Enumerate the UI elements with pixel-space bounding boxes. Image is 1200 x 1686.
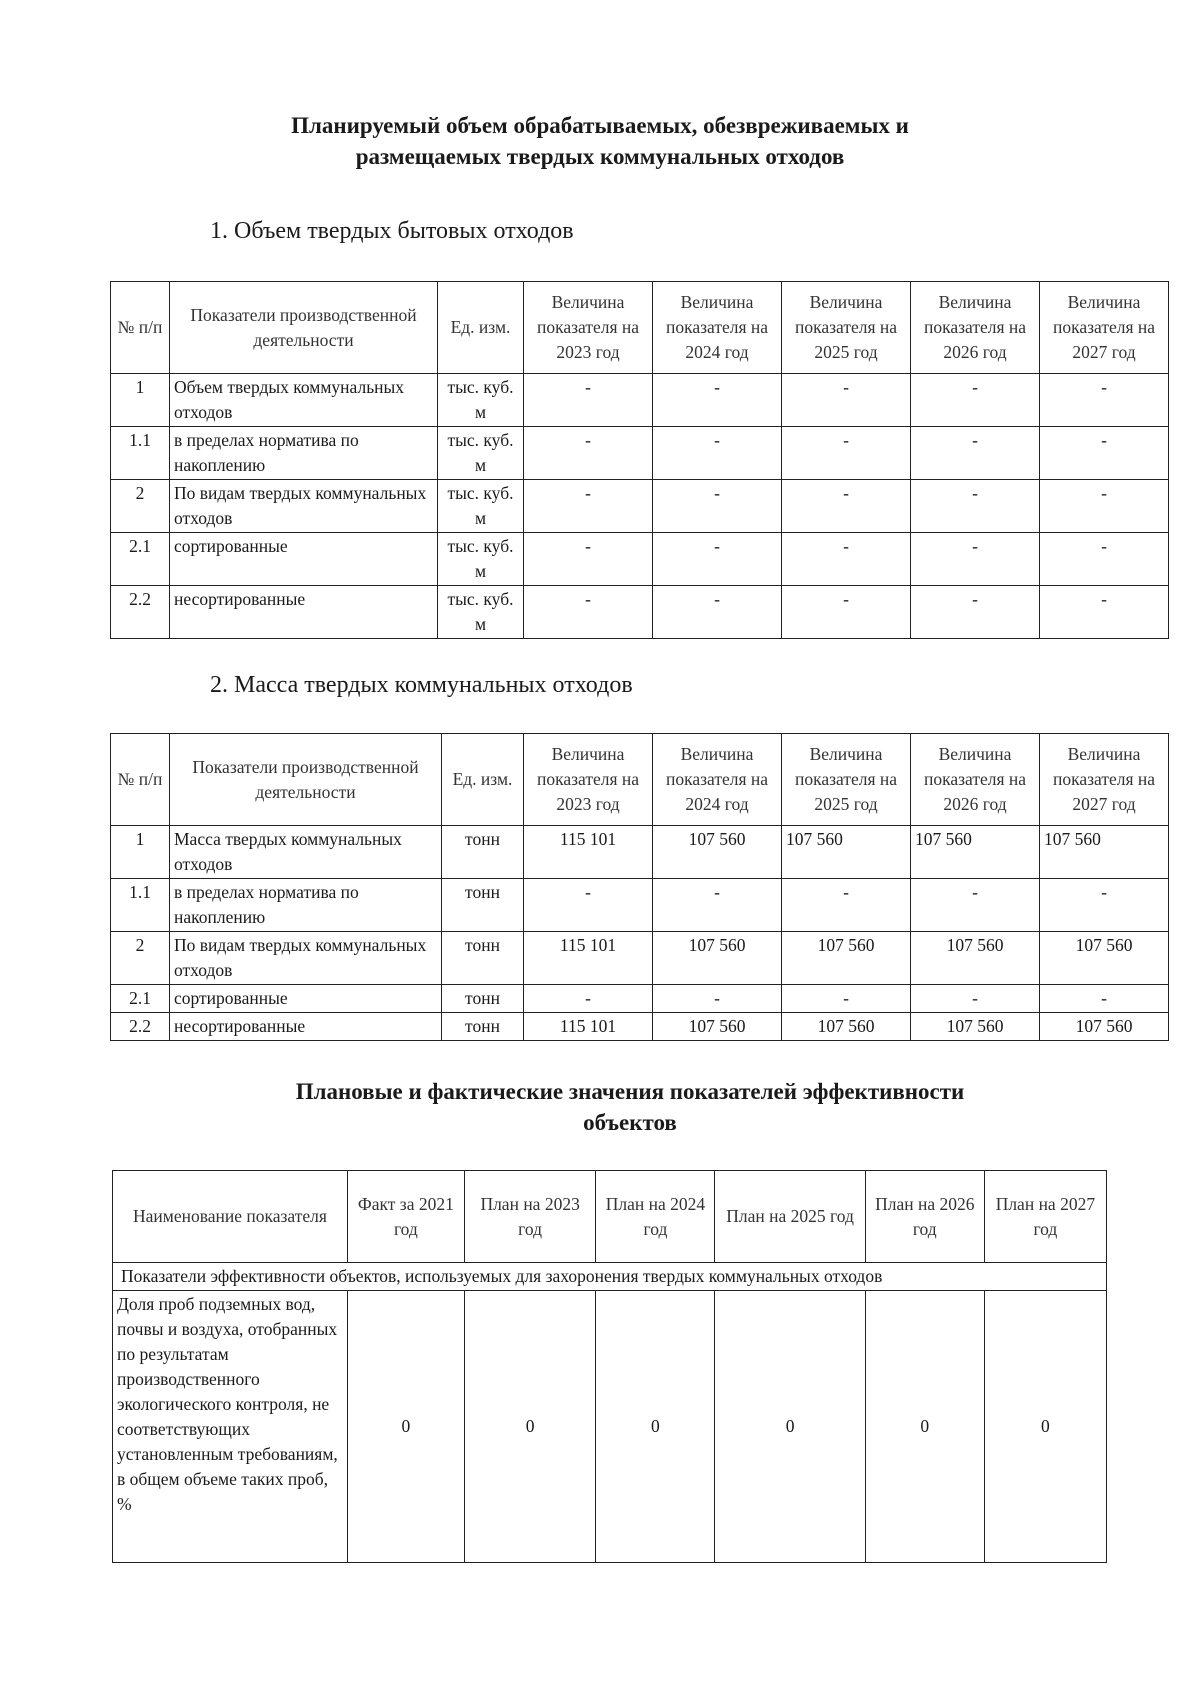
header-unit: Ед. изм. xyxy=(442,734,524,826)
row-num: 2 xyxy=(111,480,170,533)
value-2027: - xyxy=(1040,985,1169,1013)
row-name: Доля проб подземных вод, почвы и воздуха, отобранных по результатам производственного экологического контроля, не соответствующих установленным требованиям, в общем объеме таких проб, % xyxy=(113,1291,348,1563)
value-2027: - xyxy=(1040,427,1169,480)
value-2025: 107 560 xyxy=(782,826,911,879)
row-unit: тонн xyxy=(442,826,524,879)
table-row xyxy=(113,1291,1107,1563)
value-2025: - xyxy=(782,427,911,480)
waste-mass-table xyxy=(110,733,1169,1041)
value-2024: - xyxy=(653,985,782,1013)
value-2024: 107 560 xyxy=(653,826,782,879)
value-2023: 115 101 xyxy=(524,1013,653,1041)
table-row xyxy=(111,427,1169,480)
table-header-row xyxy=(111,734,1169,826)
value-2025: - xyxy=(782,586,911,639)
table-header-row xyxy=(111,282,1169,374)
row-num: 1 xyxy=(111,826,170,879)
value-2025: - xyxy=(782,374,911,427)
efficiency-heading xyxy=(150,1076,1110,1138)
waste-volume-table xyxy=(110,281,1169,639)
main-heading xyxy=(150,110,1050,172)
row-name: несортированные xyxy=(170,586,438,639)
value-2023: - xyxy=(524,374,653,427)
main-heading-line2: размещаемых твердых коммунальных отходов xyxy=(355,144,845,169)
row-unit: тыс. куб. м xyxy=(438,374,524,427)
value-2024: - xyxy=(653,533,782,586)
header-2025: Величина показателя на 2025 год xyxy=(782,282,911,374)
row-unit: тонн xyxy=(442,1013,524,1041)
value-2027: - xyxy=(1040,586,1169,639)
row-name: сортированные xyxy=(170,985,442,1013)
header-plan-2023: План на 2023 год xyxy=(464,1171,596,1263)
header-plan-2025: План на 2025 год xyxy=(715,1171,865,1263)
value-plan-2027: 0 xyxy=(984,1291,1106,1563)
header-2027: Величина показателя на 2027 год xyxy=(1040,282,1169,374)
value-2027: - xyxy=(1040,879,1169,932)
value-2026: - xyxy=(911,985,1040,1013)
efficiency-heading-line1: Плановые и фактические значения показателей эффективности xyxy=(295,1079,965,1104)
header-plan-2026: План на 2026 год xyxy=(865,1171,984,1263)
value-2024: 107 560 xyxy=(653,1013,782,1041)
header-plan-2027: План на 2027 год xyxy=(984,1171,1106,1263)
main-heading-line1: Планируемый объем обрабатываемых, обезвреживаемых и xyxy=(291,113,909,138)
row-num: 2.2 xyxy=(111,1013,170,1041)
row-name: Масса твердых коммунальных отходов xyxy=(170,826,442,879)
header-num: № п/п xyxy=(111,282,170,374)
value-2024: - xyxy=(653,586,782,639)
value-2025: - xyxy=(782,985,911,1013)
section1-title: 1. Объем твердых бытовых отходов xyxy=(210,218,574,244)
value-2023: - xyxy=(524,879,653,932)
value-plan-2023: 0 xyxy=(464,1291,596,1563)
row-num: 1.1 xyxy=(111,427,170,480)
header-unit: Ед. изм. xyxy=(438,282,524,374)
value-2025: - xyxy=(782,879,911,932)
row-name: Объем твердых коммунальных отходов xyxy=(170,374,438,427)
group-row xyxy=(113,1263,1107,1291)
header-num: № п/п xyxy=(111,734,170,826)
header-2025: Величина показателя на 2025 год xyxy=(782,734,911,826)
value-2026: - xyxy=(911,586,1040,639)
value-2027: 107 560 xyxy=(1040,1013,1169,1041)
table-row xyxy=(111,879,1169,932)
row-unit: тыс. куб. м xyxy=(438,586,524,639)
value-2025: 107 560 xyxy=(782,932,911,985)
table-row xyxy=(111,374,1169,427)
header-plan-2024: План на 2024 год xyxy=(596,1171,715,1263)
table-row xyxy=(111,985,1169,1013)
value-2026: 107 560 xyxy=(911,1013,1040,1041)
row-name: По видам твердых коммунальных отходов xyxy=(170,480,438,533)
row-unit: тонн xyxy=(442,932,524,985)
value-2023: - xyxy=(524,985,653,1013)
value-2025: - xyxy=(782,480,911,533)
value-2027: 107 560 xyxy=(1040,932,1169,985)
value-2025: 107 560 xyxy=(782,1013,911,1041)
value-2024: - xyxy=(653,427,782,480)
header-indicator: Показатели производственной деятельности xyxy=(170,282,438,374)
value-2026: 107 560 xyxy=(911,826,1040,879)
value-2025: - xyxy=(782,533,911,586)
value-2024: - xyxy=(653,374,782,427)
table-row xyxy=(111,533,1169,586)
header-2026: Величина показателя на 2026 год xyxy=(911,734,1040,826)
header-2026: Величина показателя на 2026 год xyxy=(911,282,1040,374)
row-unit: тыс. куб. м xyxy=(438,533,524,586)
header-2024: Величина показателя на 2024 год xyxy=(653,282,782,374)
value-fact-2021: 0 xyxy=(347,1291,464,1563)
row-unit: тыс. куб. м xyxy=(438,427,524,480)
value-plan-2025: 0 xyxy=(715,1291,865,1563)
row-name: сортированные xyxy=(170,533,438,586)
efficiency-heading-line2: объектов xyxy=(583,1110,677,1135)
row-num: 2.1 xyxy=(111,985,170,1013)
value-plan-2024: 0 xyxy=(596,1291,715,1563)
value-2026: - xyxy=(911,374,1040,427)
row-unit: тонн xyxy=(442,985,524,1013)
header-2023: Величина показателя на 2023 год xyxy=(524,282,653,374)
row-unit: тыс. куб. м xyxy=(438,480,524,533)
header-name: Наименование показателя xyxy=(113,1171,348,1263)
value-2024: 107 560 xyxy=(653,932,782,985)
table-row xyxy=(111,480,1169,533)
value-2027: - xyxy=(1040,533,1169,586)
table-header-row xyxy=(113,1171,1107,1263)
value-2024: - xyxy=(653,879,782,932)
value-2027: - xyxy=(1040,480,1169,533)
value-2023: - xyxy=(524,586,653,639)
value-2023: 115 101 xyxy=(524,826,653,879)
header-2024: Величина показателя на 2024 год xyxy=(653,734,782,826)
section2-title: 2. Масса твердых коммунальных отходов xyxy=(210,672,633,698)
value-2023: - xyxy=(524,533,653,586)
value-2026: - xyxy=(911,533,1040,586)
value-2026: - xyxy=(911,879,1040,932)
header-2023: Величина показателя на 2023 год xyxy=(524,734,653,826)
efficiency-table xyxy=(112,1170,1107,1563)
row-num: 1.1 xyxy=(111,879,170,932)
value-2023: - xyxy=(524,480,653,533)
value-2027: - xyxy=(1040,374,1169,427)
table-row xyxy=(111,1013,1169,1041)
group-label: Показатели эффективности объектов, используемых для захоронения твердых коммунальных отходов xyxy=(113,1263,1107,1291)
table-row xyxy=(111,586,1169,639)
row-num: 2 xyxy=(111,932,170,985)
value-2024: - xyxy=(653,480,782,533)
row-unit: тонн xyxy=(442,879,524,932)
value-plan-2026: 0 xyxy=(865,1291,984,1563)
value-2026: - xyxy=(911,480,1040,533)
row-name: в пределах норматива по накоплению xyxy=(170,879,442,932)
value-2026: 107 560 xyxy=(911,932,1040,985)
row-name: в пределах норматива по накоплению xyxy=(170,427,438,480)
value-2023: 115 101 xyxy=(524,932,653,985)
value-2027: 107 560 xyxy=(1040,826,1169,879)
row-name: несортированные xyxy=(170,1013,442,1041)
table-row xyxy=(111,826,1169,879)
row-num: 2.1 xyxy=(111,533,170,586)
header-2027: Величина показателя на 2027 год xyxy=(1040,734,1169,826)
header-indicator: Показатели производственной деятельности xyxy=(170,734,442,826)
table-row xyxy=(111,932,1169,985)
header-fact-2021: Факт за 2021 год xyxy=(347,1171,464,1263)
row-name: По видам твердых коммунальных отходов xyxy=(170,932,442,985)
value-2023: - xyxy=(524,427,653,480)
row-num: 1 xyxy=(111,374,170,427)
row-num: 2.2 xyxy=(111,586,170,639)
value-2026: - xyxy=(911,427,1040,480)
